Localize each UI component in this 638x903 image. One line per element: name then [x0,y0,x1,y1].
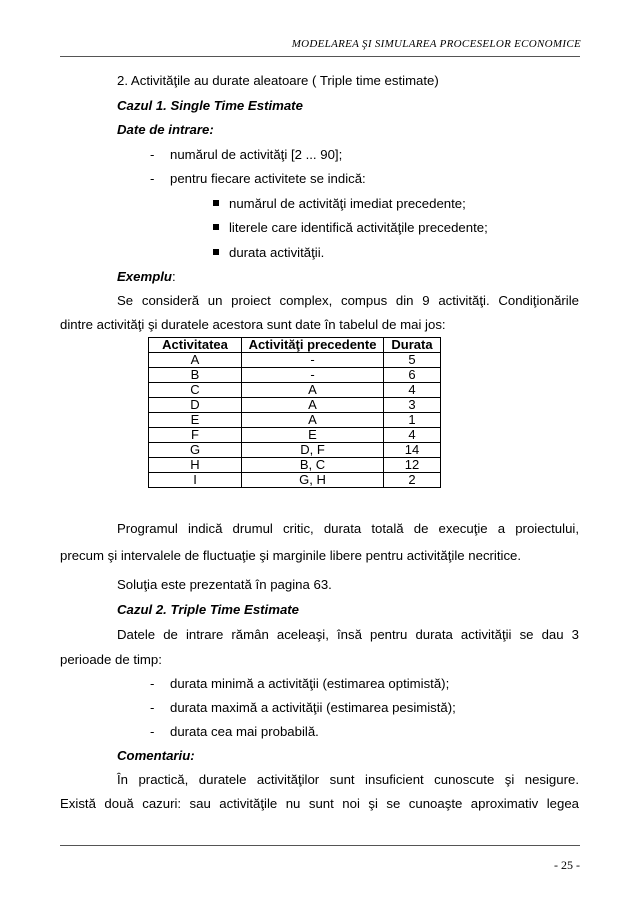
case2-item: - durata cea mai probabilă. [150,724,319,739]
table-cell: 5 [384,353,441,368]
sub-input-item: numărul de activităţi imediat precedente; [213,196,466,212]
table-row [149,383,441,398]
table-row [149,413,441,428]
table-cell: 12 [384,458,441,473]
table-cell: B [149,368,242,383]
case2-text-line: Datele de intrare rămân aceleaşi, însă pentru durata activităţii se dau 3 [117,627,579,642]
table-cell: 4 [384,428,441,443]
table-cell: A [149,353,242,368]
example-label: Exemplu: [117,269,176,284]
table-cell: H [149,458,242,473]
table-cell: A [242,413,384,428]
table-cell: E [149,413,242,428]
table-row [149,353,441,368]
program-text-line: precum şi intervalele de fluctuaţie şi marginile libere pentru activităţile necritice. [60,548,522,563]
bullet-square-icon [213,224,219,230]
table-row [149,428,441,443]
table-cell: 14 [384,443,441,458]
table-cell: F [149,428,242,443]
column-header: Durata [384,338,441,353]
table-cell: 3 [384,398,441,413]
table-cell: - [242,353,384,368]
table-cell: C [149,383,242,398]
table-row [149,398,441,413]
header-rule [60,56,580,57]
comment-title: Comentariu: [117,748,195,763]
table-row [149,443,441,458]
table-cell: 2 [384,473,441,488]
table-cell: G, H [242,473,384,488]
table-cell: A [242,398,384,413]
table-cell: B, C [242,458,384,473]
program-text-line: Programul indică drumul critic, durata totală de execuţie a proiectului, [117,521,579,536]
table-cell: D [149,398,242,413]
table-cell: - [242,368,384,383]
example-text-line: dintre activităţi şi duratele acestora sunt date în tabelul de mai jos: [60,317,446,332]
input-item: - numărul de activităţi [2 ... 90]; [150,147,343,162]
table-cell: D, F [242,443,384,458]
column-header: Activităţi precedente [242,338,384,353]
table-header-row [149,338,441,353]
case2-item: - durata minimă a activităţii (estimarea optimistă); [150,676,450,691]
table-cell: 6 [384,368,441,383]
page-number: - 25 - [554,858,580,872]
column-header: Activitatea [149,338,242,353]
table-cell: E [242,428,384,443]
table-row [149,368,441,383]
case2-text-line: perioade de timp: [60,652,162,667]
footer-rule [60,845,580,846]
case1-title: Cazul 1. Single Time Estimate [117,98,303,113]
example-text-line: Se consideră un proiect complex, compus din 9 activităţi. Condiţionările [117,293,579,308]
table-cell: 4 [384,383,441,398]
solution-text: Soluţia este prezentată în pagina 63. [117,577,332,592]
comment-text-line: În practică, duratele activităţilor sunt insuficient cunoscute şi nesigure. [117,772,579,787]
table-row [149,473,441,488]
sub-input-item: durata activităţii. [213,245,324,261]
comment-text-line: Există două cazuri: sau activităţile nu sunt noi şi se cunoaşte aproximativ legea [60,796,579,811]
bullet-square-icon [213,200,219,206]
table-row [149,458,441,473]
table-cell: 1 [384,413,441,428]
table-cell: I [149,473,242,488]
case2-title: Cazul 2. Triple Time Estimate [117,602,300,617]
input-title: Date de intrare: [117,122,214,137]
activities-table [148,337,441,488]
table-cell: A [242,383,384,398]
bullet-square-icon [213,249,219,255]
section-heading: 2. Activităţile au durate aleatoare ( Triple time estimate) [117,73,439,88]
table-cell: G [149,443,242,458]
sub-input-item: literele care identifică activităţile precedente; [213,220,488,236]
input-item: - pentru fiecare activitete se indică: [150,171,366,186]
running-header: MODELAREA ŞI SIMULAREA PROCESELOR ECONOMICE [291,38,581,50]
case2-item: - durata maximă a activităţii (estimarea pesimistă); [150,700,456,715]
